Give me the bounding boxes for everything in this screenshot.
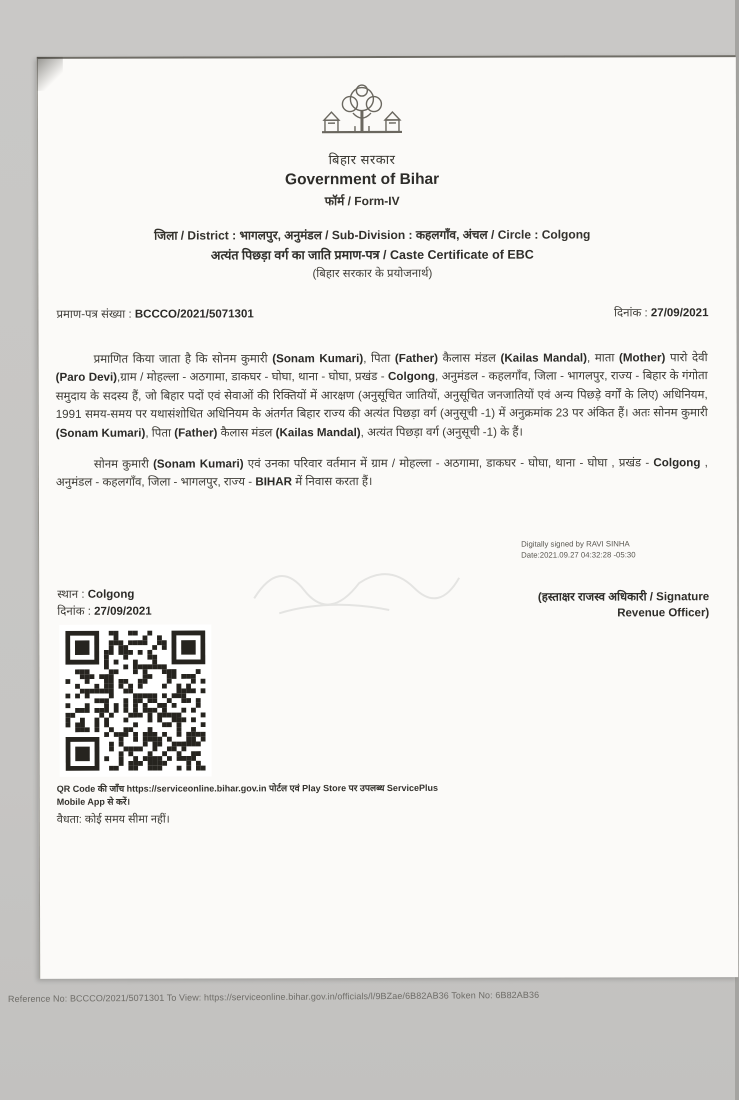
- certificate-title-block: [38, 225, 706, 282]
- certificate-paragraph-1: प्रमाणित किया जाता है कि सोनम कुमारी (Sonam Kumari), पिता (Father) कैलास मंडल (Kailas Mandal), माता (Mother) पारो देवी (Paro Devi),ग्राम / मोहल्ला - अठगामा, डाकघर - घोघा, थाना - घोघा, प्रखंड - Colgong, अनुमंडल - कहलगाँव, जिला - भागलपुर, राज्य - बिहार के गंगोता समुदाय के सदस्य हैं, जो बिहार पदों एवं सेवाओं की रिक्तियों में आरक्षण (अनुसूचित जातियों, अनुसूचित जनजातियों एवं अन्य पिछड़े वर्गों के लिए) अधिनियम, 1991 समय-समय पर यथासंशोधित अधिनियम के अंतर्गत बिहार राज्य की अत्यंत पिछड़ा वर्ग (अनुसूची -1) में अनुक्रमांक 23 पर अंकित हैं। अतः सोनम कुमारी (Sonam Kumari), पिता (Father) कैलास मंडल (Kailas Mandal), अत्यंत पिछड़ा वर्ग (अनुसूची -1) के हैं।: [55, 351, 708, 440]
- qr-code: [65, 630, 205, 770]
- qr-code-container: [59, 624, 211, 776]
- date-line: दिनांक : 27/09/2021: [57, 605, 152, 618]
- form-number: फॉर्म / Form-IV: [324, 193, 400, 209]
- district-subdivision-circle-line: जिला / District : भागलपुर, अनुमंडल / Sub-Division : कहलगाँव, अंचल / Circle : Colgong: [154, 227, 591, 243]
- certificate-title: अत्यंत पिछड़ा वर्ग का जाति प्रमाण-पत्र / Caste Certificate of EBC: [210, 247, 534, 263]
- digital-signature-stamp: [521, 539, 636, 560]
- reference-footer-line: Reference No: BCCCO/2021/5071301 To View: https://serviceonline.bihar.gov.in/officials/l/9BZae/6B82AB36 Token No: 6B82AB36: [7, 989, 540, 1004]
- certificate-paragraph-2: सोनम कुमारी (Sonam Kumari) एवं उनका परिवार वर्तमान में ग्राम / मोहल्ला - अठगामा, डाकघर - घोघा, थाना - घोघा , प्रखंड - Colgong , अनुमंडल - कहलगाँव, जिला - भागलपुर, राज्य - BIHAR में निवास करता हैं।: [55, 456, 708, 490]
- faint-signature-artifact: [239, 528, 469, 639]
- org-name-hindi: बिहार सरकार: [328, 151, 396, 168]
- certificate-paper: [37, 55, 738, 979]
- document-header: [38, 149, 686, 210]
- validity-note: वैधता: कोई समय सीमा नहीं।: [56, 813, 170, 826]
- certificate-body: [56, 349, 708, 493]
- place-line: स्थान : Colgong: [57, 588, 135, 601]
- org-name-english: Government of Bihar: [285, 170, 440, 189]
- qr-note-line2: Mobile App से करें।: [56, 796, 131, 807]
- certificate-number: प्रमाण-पत्र संख्या : BCCCO/2021/5071301: [56, 308, 254, 321]
- bihar-government-emblem-icon: [317, 82, 407, 144]
- digital-signature-line2: Date:2021.09.27 04:32:28 -05:30: [521, 549, 636, 560]
- certificate-date: दिनांक : 27/09/2021: [614, 307, 709, 320]
- purpose-note: (बिहार सरकार के प्रयोजनार्थ): [312, 267, 433, 281]
- officer-label-line2: Revenue Officer): [617, 607, 710, 620]
- qr-verification-note: [57, 782, 537, 808]
- officer-label-line1: (हस्ताक्षर राजस्व अधिकारी / Signature: [537, 591, 710, 604]
- digital-signature-line1: Digitally signed by RAVI SINHA: [521, 539, 630, 549]
- revenue-officer-signature-label: [538, 589, 709, 621]
- scan-corner-smudge: [37, 57, 63, 91]
- certificate-meta-row: [56, 305, 708, 322]
- place-date-block: [57, 587, 152, 621]
- qr-note-line1: QR Code की जाँच https://serviceonline.bihar.gov.in पोर्टल एवं Play Store पर उपलब्ध ServicePlus: [56, 782, 438, 794]
